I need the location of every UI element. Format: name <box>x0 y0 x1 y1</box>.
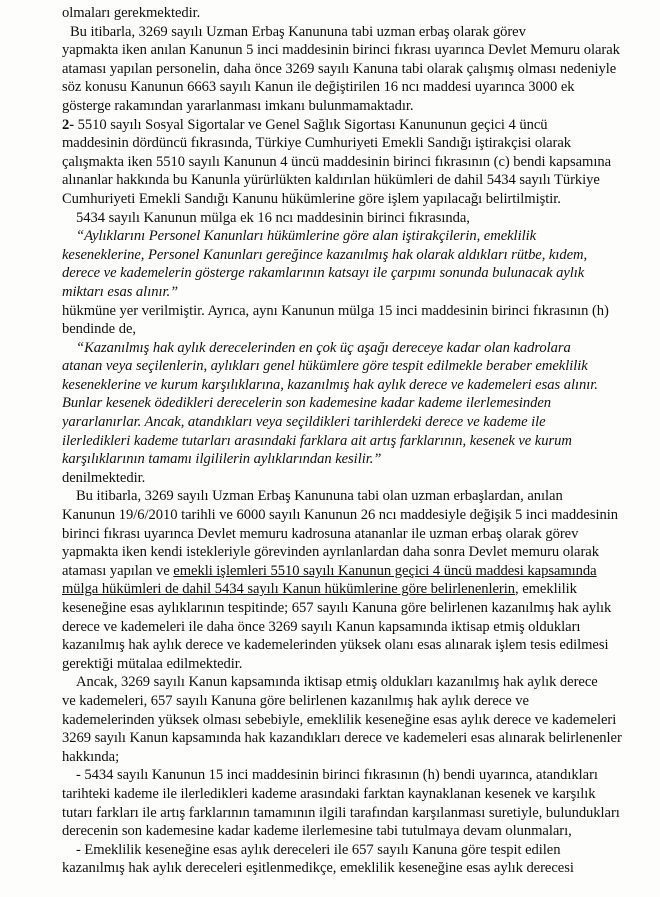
text-line: söz konusu Kanunun 6663 sayılı Kanun ile değiştirilen 16 ncı maddesi uyarınca 3000 ek <box>62 79 575 96</box>
text-line: 5434 sayılı Kanunun mülga ek 16 ncı maddesinin birinci fıkrasında, <box>76 209 470 226</box>
text-line <box>62 562 642 581</box>
text-line: kazanılmış hak aylık dereceleri eşitlenmedikçe, emeklilik keseneğine esas aylık derecesi <box>62 860 574 877</box>
quote-line: keseneklerine, Personel Kanunları gereğince kazanılmış hak olarak aldıkları rütbe, kıdem, <box>62 246 588 263</box>
text-line <box>62 116 642 135</box>
text-line: Kanunun 19/6/2010 tarihli ve 6000 sayılı Kanunun 26 ncı maddesiyle değişik 5 inci maddesinin <box>62 507 618 524</box>
quote-line: miktarı esas alınır.” <box>62 283 179 300</box>
quote-line: atanan veya seçilenlerin, aylıkları genel hükümlere göre tespit edilmekle beraber emeklilik <box>62 358 588 375</box>
quote-line: Bunlar kesenek ödedikleri derecelerin son kademesine kadar kademe ilerlemesinden <box>62 395 552 412</box>
underlined-text: emekli işlemleri 5510 sayılı Kanunun geçici 4 üncü maddesi kapsamında <box>173 562 597 579</box>
text-line: ataması yapılan personelin, daha önce 3269 sayılı Kanuna tabi olarak çalışmış olması nedeniyle <box>62 60 617 77</box>
text-span: 5510 sayılı Sosyal Sigortalar ve Genel Sağlık Sigortası Kanununun geçici 4 üncü <box>74 116 548 133</box>
text-line: kazanılmış hak aylık derece ve kademelerinden yüksek olanı esas alınarak işlem tesis edilmesi <box>62 637 609 654</box>
underlined-text: mülga hükümleri de dahil 5434 sayılı Kanun hükümlerine göre belirlenenlerin <box>62 581 515 598</box>
quote-line: derece ve kademelerin gösterge rakamlarının katsayı ile çarpımı sonunda bulunacak aylık <box>62 265 585 282</box>
quote-line: keseneklerine ve kurum karşılıklarına, kazanılmış hak aylık derece ve kademeleri esas alınır. <box>62 376 598 393</box>
text-line: kademelerinden yüksek olması sebebiyle, emeklilik keseneğine esas aylık derece ve kademeleri <box>62 711 617 728</box>
quote-line: yararlanırlar. Ancak, atandıkları veya seçildikleri tarihlerdeki derece ve kademe ile <box>62 414 546 431</box>
text-line: derece ve kademeleri ile daha önce 3269 sayılı Kanun kapsamında iktisap etmiş oldukları <box>62 618 581 635</box>
text-line: olmaları gerekmektedir. <box>62 5 201 21</box>
text-line: çalışmakta iken 5510 sayılı Kanunun 4 üncü maddesinin birinci fıkrasının (c) bendi kapsamına <box>62 153 612 170</box>
text-line: Bu itibarla, 3269 sayılı Uzman Erbaş Kanununa tabi olan uzman erbaşlardan, anılan <box>76 488 563 505</box>
text-span: , emeklilik <box>515 581 577 598</box>
text-line: bendinde de, <box>62 321 136 338</box>
text-line: 3269 sayılı Kanun kapsamında hak kazandıkları derece ve kademeleri esas alınarak belirlenenler <box>62 730 622 747</box>
text-line: Cumhuriyeti Emekli Sandığı Kanunu hükümlerine göre işlem yapılacağı belirtilmiştir. <box>62 190 561 207</box>
text-line: birinci fıkrası uyarınca Devlet memuru kadrosuna atananlar ile uzman erbaş olarak görev <box>62 525 579 542</box>
quote-line: “Aylıklarını Personel Kanunları hükümlerine göre alan iştirakçilerin, emeklilik <box>76 228 537 245</box>
text-span: ataması yapılan ve <box>62 562 174 579</box>
text-line <box>62 580 642 599</box>
text-line: Bu itibarla, 3269 sayılı Uzman Erbaş Kanununa tabi uzman erbaş olarak görev <box>70 23 526 40</box>
text-line: hükmüne yer verilmiştir. Ayrıca, aynı Kanunun mülga 15 inci maddesinin birinci fıkrasının (h) <box>62 302 609 319</box>
text-line: - 5434 sayılı Kanunun 15 inci maddesinin birinci fıkrasının (h) bendi uyarınca, atandıkları <box>76 767 598 784</box>
text-line: ve kademeleri, 657 sayılı Kanuna göre belirlenen kazanılmış hak aylık derece ve <box>62 692 529 709</box>
text-line: gerektiği mütalaa edilmektedir. <box>62 655 243 672</box>
text-line: alınanlar hakkında bu Kanunla yürürlükten kaldırılan hükümleri de dahil 5434 sayılı Türkiye <box>62 172 600 189</box>
text-line: yapmakta iken anılan Kanunun 5 inci maddesinin birinci fıkrası uyarınca Devlet Memuru olarak <box>62 42 620 59</box>
text-line: tarihteki kademe ile ilerledikleri kademe arasındaki farktan kaynaklanan kesenek ve karşılık <box>62 785 596 802</box>
quote-line: ilerledikleri kademe tutarları arasındaki farklara ait artış farklarının, kesenek ve kurum <box>62 432 572 449</box>
text-line: gösterge rakamından yararlanması imkanı bulunmamaktadır. <box>62 97 414 114</box>
quote-line: karşılıklarının tamamı ilgililerin aylıklarından kesilir.” <box>62 451 382 468</box>
item-number: 2- <box>62 116 75 133</box>
text-line: keseneğine esas aylıklarının tespitinde; 657 sayılı Kanuna göre belirlenen kazanılmış hak aylık <box>62 600 612 616</box>
text-line: Ancak, 3269 sayılı Kanun kapsamında iktisap etmiş oldukları kazanılmış hak aylık derece <box>76 674 598 691</box>
text-line: denilmektedir. <box>62 469 146 486</box>
text-line: maddesinin dördüncü fıkrasında, Türkiye Cumhuriyeti Emekli Sandığı iştirakçisi olarak <box>62 135 571 152</box>
text-line: yapmakta iken kendi istekleriyle görevinden ayrılanlardan daha sonra Devlet memuru olarak <box>62 544 599 561</box>
text-line: hakkında; <box>62 748 120 765</box>
text-line: tutarı farkları ile artış farklarının tamamının ilgili tarafından karşılanması suretiyle, bulundukları <box>62 804 620 821</box>
text-line: - Emeklilik keseneğine esas aylık dereceleri ile 657 sayılı Kanuna göre tespit edilen <box>76 841 561 858</box>
text-line: derecenin son kademesine kadar kademe ilerlemesine tabi tutulmaya devam olunmaları, <box>62 823 572 840</box>
quote-line: “Kazanılmış hak aylık derecelerinden en çok üç aşağı dereceye kadar olan kadrolara <box>76 339 571 356</box>
